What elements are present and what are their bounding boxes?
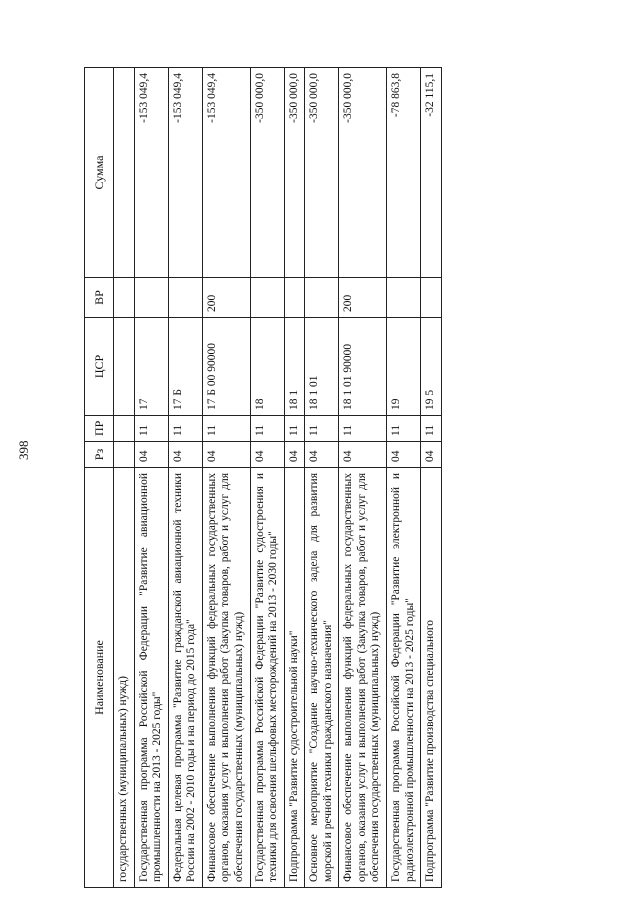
row-sum-cell: -350 000,0: [250, 68, 284, 278]
row-csr-cell: 18 1 01 90000: [339, 318, 387, 416]
table-row: [305, 68, 339, 888]
table-row: [284, 68, 305, 888]
row-sum-cell: -153 049,4: [134, 68, 168, 278]
row-csr-cell: [114, 318, 135, 416]
row-vr-cell: [250, 278, 284, 318]
row-pr-cell: 11: [284, 416, 305, 442]
row-csr-cell: 17: [134, 318, 168, 416]
row-sum-cell: -350 000,0: [305, 68, 339, 278]
row-name-cell: государственных (муниципальных) нужд): [114, 468, 135, 888]
row-rz-cell: 04: [168, 442, 202, 468]
row-rz-cell: 04: [250, 442, 284, 468]
row-csr-cell: 18: [250, 318, 284, 416]
row-sum-cell: -153 049,4: [202, 68, 250, 278]
row-name-cell: Основное мероприятие "Создание научно-технического задела для развития морской и речной техники гражданского назначения": [305, 468, 339, 888]
row-sum-cell: -153 049,4: [168, 68, 202, 278]
row-name-cell: Государственная программа Российской Федерации "Развитие судостроения и техники для освоения шельфовых месторождений на 2013 - 2030 годы": [250, 468, 284, 888]
header-vr: ВР: [85, 278, 114, 318]
row-name-cell: Финансовое обеспечение выполнения функций федеральных государственных органов, оказания услуг и выполнения работ (Закупка товаров, работ и услуг для обеспечения государственных (муниципальных) нужд): [202, 468, 250, 888]
row-vr-cell: [387, 278, 421, 318]
row-sum-cell: [114, 68, 135, 278]
row-csr-cell: 17 Б 00 90000: [202, 318, 250, 416]
table-row: [421, 68, 442, 888]
table-row: [387, 68, 421, 888]
row-rz-cell: 04: [202, 442, 250, 468]
header-pr: ПР: [85, 416, 114, 442]
row-name-cell: Государственная программа Российской Федерации "Развитие авиационной промышленности на 2013 - 2025 годы": [134, 468, 168, 888]
header-name: Наименование: [85, 468, 114, 888]
page-number-wrap: [16, 420, 38, 460]
row-sum-cell: -350 000,0: [284, 68, 305, 278]
row-csr-cell: 18 1 01: [305, 318, 339, 416]
budget-table: [84, 67, 442, 888]
row-pr-cell: 11: [421, 416, 442, 442]
row-name-cell: Подпрограмма "Развитие производства специального: [421, 468, 442, 888]
row-pr-cell: 11: [168, 416, 202, 442]
row-sum-cell: -78 863,8: [387, 68, 421, 278]
row-pr-cell: 11: [250, 416, 284, 442]
row-rz-cell: 04: [284, 442, 305, 468]
row-pr-cell: 11: [134, 416, 168, 442]
table-row: [114, 68, 135, 888]
row-csr-cell: 17 Б: [168, 318, 202, 416]
row-sum-cell: -350 000,0: [339, 68, 387, 278]
row-pr-cell: 11: [305, 416, 339, 442]
row-vr-cell: [168, 278, 202, 318]
header-csr: ЦСР: [85, 318, 114, 416]
row-vr-cell: [114, 278, 135, 318]
page-number: 398: [16, 440, 31, 460]
row-rz-cell: 04: [421, 442, 442, 468]
table-row: [134, 68, 168, 888]
row-rz-cell: [114, 442, 135, 468]
row-vr-cell: 200: [202, 278, 250, 318]
row-vr-cell: 200: [339, 278, 387, 318]
row-vr-cell: [284, 278, 305, 318]
row-sum-cell: -32 115,1: [421, 68, 442, 278]
row-rz-cell: 04: [134, 442, 168, 468]
rotated-table-wrap: [84, 68, 604, 888]
row-csr-cell: 19 5: [421, 318, 442, 416]
row-pr-cell: [114, 416, 135, 442]
row-pr-cell: 11: [339, 416, 387, 442]
table-body: [114, 68, 442, 888]
row-pr-cell: 11: [202, 416, 250, 442]
row-csr-cell: 19: [387, 318, 421, 416]
table-row: [202, 68, 250, 888]
header-sum: Сумма: [85, 68, 114, 278]
row-vr-cell: [305, 278, 339, 318]
row-vr-cell: [421, 278, 442, 318]
table-header-row: [85, 68, 114, 888]
table-row: [339, 68, 387, 888]
row-csr-cell: 18 1: [284, 318, 305, 416]
row-name-cell: Подпрограмма "Развитие судостроительной науки": [284, 468, 305, 888]
row-rz-cell: 04: [305, 442, 339, 468]
table-row: [168, 68, 202, 888]
row-name-cell: Государственная программа Российской Федерации "Развитие электронной и радиоэлектронной промышленности на 2013 - 2025 годы": [387, 468, 421, 888]
row-name-cell: Финансовое обеспечение выполнения функций федеральных государственных органов, оказания услуг и выполнения работ (Закупка товаров, работ и услуг для обеспечения государственных (муниципальных) нужд): [339, 468, 387, 888]
row-name-cell: Федеральная целевая программа "Развитие гражданской авиационной техники России на 2002 - 2010 годы и на период до 2015 года": [168, 468, 202, 888]
table-row: [250, 68, 284, 888]
row-rz-cell: 04: [339, 442, 387, 468]
row-rz-cell: 04: [387, 442, 421, 468]
row-vr-cell: [134, 278, 168, 318]
header-rz: Рз: [85, 442, 114, 468]
row-pr-cell: 11: [387, 416, 421, 442]
